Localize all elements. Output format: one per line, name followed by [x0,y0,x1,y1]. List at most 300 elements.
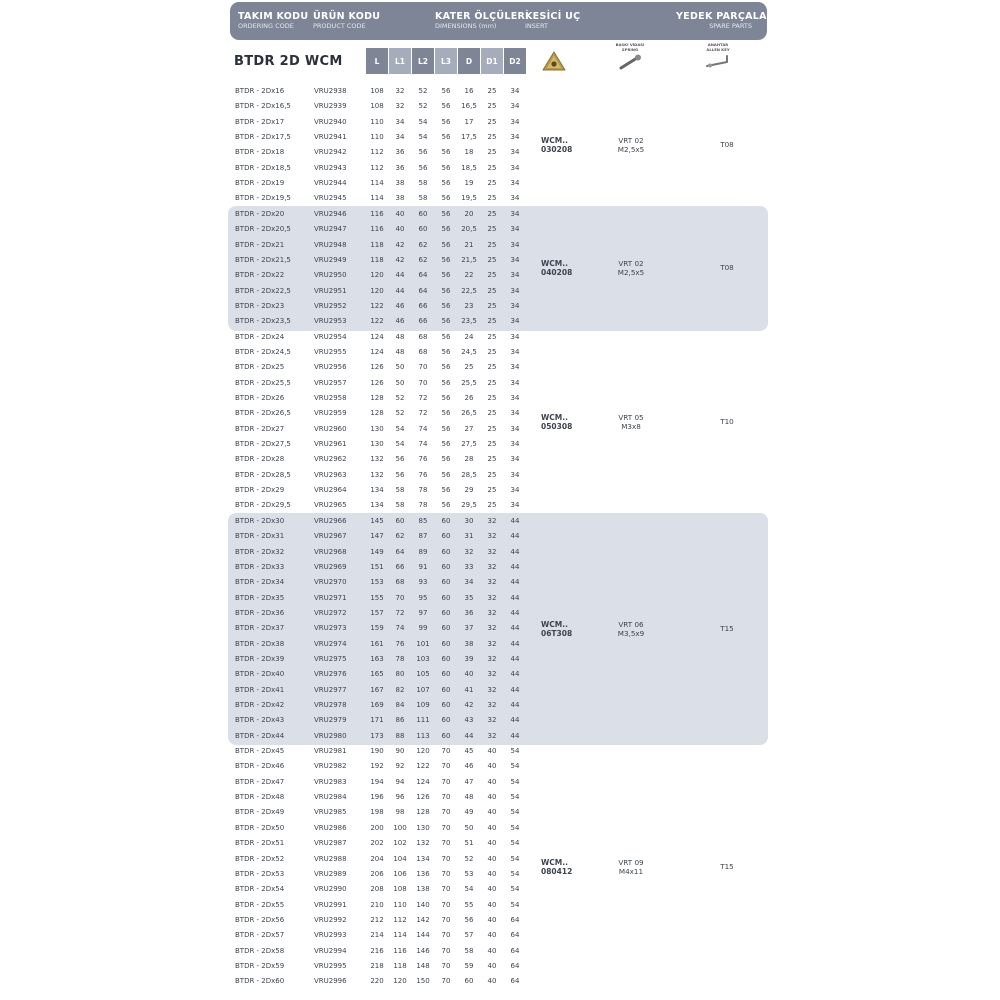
dim-d: 54 [464,885,474,894]
dim-l2: 66 [418,301,428,310]
dim-l3: 56 [441,179,451,188]
product-code: VRU2963 [314,470,347,479]
dim-l: 161 [370,639,384,648]
dim-l2: 144 [416,931,430,940]
dim-l3: 56 [441,240,451,249]
dim-d1: 25 [487,194,497,203]
dim-l: 220 [370,977,384,986]
dim-d1: 25 [487,363,497,372]
dim-d1: 32 [487,562,497,571]
dim-d2: 44 [510,593,520,602]
key-size: T08 [720,140,734,150]
table-row [0,483,1000,498]
dim-l: 157 [370,608,384,617]
product-code: VRU2975 [314,654,347,663]
dim-d2: 54 [510,839,520,848]
dim-l: 214 [370,931,384,940]
dim-d1: 32 [487,578,497,587]
dim-l1: 72 [395,608,405,617]
dim-l: 190 [370,747,384,756]
dim-l: 132 [370,455,384,464]
product-code: VRU2989 [314,869,347,878]
insert-code: 06T308 [541,628,573,638]
dim-l1: 34 [395,133,405,142]
dim-l1: 50 [395,363,405,372]
dim-l: 116 [370,225,384,234]
table-row [0,99,1000,114]
dim-l3: 60 [441,562,451,571]
ordering-code: BTDR - 2Dx59 [235,961,285,970]
ordering-code: BTDR - 2Dx53 [235,869,285,878]
dim-d: 33 [464,562,474,571]
product-code: VRU2982 [314,762,347,771]
key-size: T15 [720,623,734,633]
dim-l2: 134 [416,854,430,863]
insert-code: 050308 [541,421,573,431]
header-spare-parts [676,11,775,31]
dim-l3: 56 [441,424,451,433]
dim-l2: 113 [416,731,430,740]
dim-d2: 64 [510,931,520,940]
dim-d2: 34 [510,133,520,142]
table-row [0,959,1000,974]
dim-l1: 106 [393,869,407,878]
dim-d: 48 [464,793,474,802]
dim-l3: 56 [441,148,451,157]
dim-d1: 40 [487,900,497,909]
dim-l: 122 [370,317,384,326]
screw-size: M3x8 [621,421,641,431]
key-size: T08 [720,263,734,273]
dim-d1: 40 [487,869,497,878]
screw-code: VRT 05 [618,412,644,422]
table-row [0,882,1000,897]
dim-d1: 40 [487,854,497,863]
ordering-code: BTDR - 2Dx55 [235,900,285,909]
dim-d2: 44 [510,547,520,556]
dim-header-l3: L3 [435,48,457,74]
dim-d1: 25 [487,470,497,479]
dim-d: 42 [464,701,474,709]
table-row [0,790,1000,805]
insert-image [541,50,567,78]
dim-d: 39 [464,654,474,663]
ordering-code: BTDR - 2Dx27,5 [235,440,291,449]
dim-l3: 60 [441,516,451,525]
table-row [0,330,1000,345]
spare-key-label-en: ALLEN KEY [706,46,730,52]
dim-l2: 64 [418,271,428,280]
dim-l3: 56 [441,409,451,418]
dim-d2: 54 [510,854,520,863]
dim-l1: 58 [395,486,405,495]
dim-l: 108 [370,87,384,95]
dim-l1: 92 [395,762,405,771]
dim-l1: 40 [395,225,405,234]
dim-l3: 56 [441,332,451,341]
product-code: VRU2980 [314,731,347,740]
dim-l3: 70 [441,839,451,848]
dim-l: 210 [370,900,384,909]
product-code: VRU2985 [314,808,347,817]
dim-d1: 25 [487,133,497,142]
ordering-code: BTDR - 2Dx16 [235,87,285,95]
dim-d1: 40 [487,793,497,802]
dim-d: 25,5 [461,378,477,387]
dim-d: 52 [464,854,474,863]
screw-icon [615,52,645,72]
header-insert [525,11,580,31]
dim-d1: 32 [487,701,497,709]
dim-d2: 34 [510,347,520,356]
dim-l1: 114 [393,931,407,940]
product-code: VRU2981 [314,747,347,756]
dim-d2: 44 [510,731,520,740]
dim-l: 153 [370,578,384,587]
dim-d1: 25 [487,163,497,172]
dim-l1: 56 [395,455,405,464]
dim-l3: 56 [441,133,451,142]
dim-l: 134 [370,486,384,495]
dim-l: 112 [370,148,384,157]
dim-l2: 130 [416,823,430,832]
dim-d2: 34 [510,102,520,111]
ordering-code: BTDR - 2Dx22,5 [235,286,291,295]
table-row [0,514,1000,529]
dim-l1: 88 [395,731,405,740]
dim-header-l: L [366,48,388,74]
dim-d2: 64 [510,977,520,986]
dim-l2: 126 [416,793,430,802]
dim-d: 36 [464,608,474,617]
dim-d1: 25 [487,271,497,280]
product-code: VRU2958 [314,394,347,402]
dim-d2: 44 [510,701,520,709]
product-code: VRU2988 [314,854,347,863]
dim-l1: 102 [393,839,407,848]
table-row [0,299,1000,314]
dim-l3: 70 [441,777,451,786]
dim-d2: 44 [510,639,520,648]
dim-d: 17 [464,117,474,126]
dim-l: 120 [370,271,384,280]
table-row [0,575,1000,590]
dim-d2: 54 [510,777,520,786]
dim-l: 128 [370,409,384,418]
insert-type: WCM.. [541,412,568,422]
dim-l: 145 [370,516,384,525]
dim-l2: 52 [418,87,428,95]
dim-d2: 34 [510,301,520,310]
ordering-code: BTDR - 2Dx40 [235,670,285,679]
dim-d: 60 [464,977,474,986]
dim-d1: 25 [487,455,497,464]
product-code: VRU2950 [314,271,347,280]
dim-l2: 52 [418,102,428,111]
dim-l1: 38 [395,179,405,188]
screw-spec [605,413,657,431]
screw-spec [605,259,657,277]
dim-header-d2: D2 [504,48,526,74]
table-row [0,713,1000,728]
ordering-code: BTDR - 2Dx19 [235,179,285,188]
dim-l2: 150 [416,977,430,986]
ordering-code: BTDR - 2Dx42 [235,701,285,709]
product-code: VRU2978 [314,701,347,709]
dim-d1: 32 [487,670,497,679]
dim-l1: 94 [395,777,405,786]
product-code: VRU2993 [314,931,347,940]
header-spare-parts-tr: YEDEK PARÇALAR [676,11,775,22]
dim-d: 19 [464,179,474,188]
ordering-code: BTDR - 2Dx36 [235,608,285,617]
ordering-code: BTDR - 2Dx50 [235,823,285,832]
header-spare-parts-en: SPARE PARTS [709,22,752,30]
dim-l1: 40 [395,209,405,218]
dim-l2: 107 [416,685,430,694]
dim-l2: 101 [416,639,430,648]
dim-l: 116 [370,209,384,218]
dim-l2: 76 [418,470,428,479]
dim-d1: 25 [487,332,497,341]
dim-l3: 56 [441,194,451,203]
dim-l2: 99 [418,624,428,633]
dim-d2: 64 [510,946,520,955]
ordering-code: BTDR - 2Dx58 [235,946,285,955]
dim-l2: 132 [416,839,430,848]
product-code: VRU2995 [314,961,347,970]
header-insert-en: INSERT [525,22,549,30]
dim-d2: 34 [510,470,520,479]
dim-d2: 34 [510,255,520,264]
product-code: VRU2956 [314,363,347,372]
screw-spec [605,620,657,638]
dim-l3: 56 [441,317,451,326]
dim-d: 26,5 [461,409,477,418]
dim-l: 208 [370,885,384,894]
dim-d: 24,5 [461,347,477,356]
table-header [230,2,775,40]
table-row [0,652,1000,667]
dim-d: 26 [464,394,474,402]
ordering-code: BTDR - 2Dx46 [235,762,285,771]
ordering-code: BTDR - 2Dx18 [235,148,285,157]
ordering-code: BTDR - 2Dx31 [235,532,285,541]
dim-d1: 40 [487,747,497,756]
dim-l2: 60 [418,225,428,234]
dim-d2: 54 [510,747,520,756]
product-code: VRU2947 [314,225,347,234]
dim-l1: 54 [395,440,405,449]
dim-l: 120 [370,286,384,295]
insert-type: WCM.. [541,259,568,269]
dim-l: 202 [370,839,384,848]
dim-l2: 70 [418,378,428,387]
dim-d2: 44 [510,532,520,541]
dim-l3: 70 [441,854,451,863]
dim-l2: 74 [418,440,428,449]
dim-l3: 56 [441,117,451,126]
dim-d2: 34 [510,87,520,95]
table-row [0,698,1000,713]
ordering-code: BTDR - 2Dx43 [235,716,285,725]
ordering-code: BTDR - 2Dx52 [235,854,285,863]
dim-l1: 36 [395,163,405,172]
product-code: VRU2987 [314,839,347,848]
dim-d2: 44 [510,716,520,725]
table-row [0,176,1000,191]
screw-code: VRT 02 [618,136,644,146]
dim-d: 27,5 [461,440,477,449]
spare-screw-label-en: SPRING [621,46,639,52]
dim-d: 21,5 [461,255,477,264]
dim-d1: 40 [487,885,497,894]
table-row [0,821,1000,836]
dim-l: 151 [370,562,384,571]
dim-l3: 56 [441,286,451,295]
product-code: VRU2940 [314,117,347,126]
dim-l: 171 [370,716,384,725]
product-code: VRU2974 [314,639,347,648]
dim-d1: 25 [487,378,497,387]
dim-l1: 52 [395,394,405,402]
table-row [0,545,1000,560]
insert-designation [541,858,572,876]
dim-d: 40 [464,670,474,679]
product-code: VRU2964 [314,486,347,495]
dim-d1: 25 [487,148,497,157]
product-code: VRU2979 [314,716,347,725]
ordering-code: BTDR - 2Dx16,5 [235,102,291,111]
dim-d: 55 [464,900,474,909]
ordering-code: BTDR - 2Dx25,5 [235,378,291,387]
product-code: VRU2969 [314,562,347,571]
dim-d1: 25 [487,240,497,249]
dim-l1: 46 [395,317,405,326]
dim-l3: 60 [441,670,451,679]
product-code: VRU2944 [314,179,347,188]
dim-d1: 40 [487,839,497,848]
dim-d: 29 [464,486,474,495]
table-row [0,191,1000,206]
dim-l1: 116 [393,946,407,955]
dim-l3: 70 [441,931,451,940]
dim-d: 17,5 [461,133,477,142]
dim-d1: 32 [487,685,497,694]
dim-d1: 25 [487,424,497,433]
dim-l: 159 [370,624,384,633]
dim-l2: 103 [416,654,430,663]
dim-l1: 62 [395,532,405,541]
table-row [0,115,1000,130]
header-ordering-code-tr: TAKIM KODU [238,11,309,22]
dim-d1: 40 [487,762,497,771]
dim-d: 38 [464,639,474,648]
product-code: VRU2968 [314,547,347,556]
dim-l1: 74 [395,624,405,633]
dim-d1: 25 [487,102,497,111]
ordering-code: BTDR - 2Dx47 [235,777,285,786]
dim-d: 23 [464,301,474,310]
dim-l2: 54 [418,133,428,142]
dim-d: 49 [464,808,474,817]
dim-l3: 70 [441,885,451,894]
dim-d2: 44 [510,685,520,694]
dim-l3: 56 [441,225,451,234]
dim-d2: 44 [510,654,520,663]
ordering-code: BTDR - 2Dx30 [235,516,285,525]
dim-d: 28 [464,455,474,464]
dim-d: 16,5 [461,102,477,111]
dim-d1: 25 [487,255,497,264]
dim-l2: 138 [416,885,430,894]
dim-l1: 84 [395,701,405,709]
dim-d: 23,5 [461,317,477,326]
ordering-code: BTDR - 2Dx26,5 [235,409,291,418]
dim-l: 118 [370,240,384,249]
dim-l1: 96 [395,793,405,802]
dim-l2: 68 [418,332,428,341]
dim-d1: 32 [487,654,497,663]
dim-l3: 70 [441,793,451,802]
dim-l2: 64 [418,286,428,295]
ordering-code: BTDR - 2Dx20 [235,209,285,218]
insert-type: WCM.. [541,619,568,629]
dim-d: 16 [464,87,474,95]
ordering-code: BTDR - 2Dx29 [235,486,285,495]
dim-l: 114 [370,194,384,203]
dim-d2: 34 [510,225,520,234]
table-row [0,207,1000,222]
key-size: T15 [720,861,734,871]
dim-d1: 25 [487,501,497,510]
ordering-code: BTDR - 2Dx24 [235,332,285,341]
dim-header-l1: L1 [389,48,411,74]
dim-d: 20 [464,209,474,218]
dim-l2: 72 [418,394,428,402]
ordering-code: BTDR - 2Dx23,5 [235,317,291,326]
product-code: VRU2938 [314,87,347,95]
dim-d1: 40 [487,961,497,970]
table-row [0,360,1000,375]
dim-l3: 60 [441,685,451,694]
dim-d1: 32 [487,593,497,602]
product-code: VRU2972 [314,608,347,617]
dim-d2: 54 [510,885,520,894]
dim-d: 31 [464,532,474,541]
product-code: VRU2945 [314,194,347,203]
product-code: VRU2971 [314,593,347,602]
dim-d: 56 [464,915,474,924]
dim-d: 22,5 [461,286,477,295]
ordering-code: BTDR - 2Dx51 [235,839,285,848]
dim-l3: 70 [441,762,451,771]
dim-l1: 118 [393,961,407,970]
dim-d2: 64 [510,961,520,970]
dim-d2: 34 [510,378,520,387]
dim-header-d: D [458,48,480,74]
table-row [0,406,1000,421]
dim-l2: 56 [418,163,428,172]
dim-l2: 78 [418,486,428,495]
table-row [0,928,1000,943]
dim-l3: 60 [441,716,451,725]
dim-d2: 44 [510,562,520,571]
header-product-code [313,11,380,31]
screw-size: M2,5x5 [617,145,645,155]
ordering-code: BTDR - 2Dx27 [235,424,285,433]
dim-l1: 110 [393,900,407,909]
